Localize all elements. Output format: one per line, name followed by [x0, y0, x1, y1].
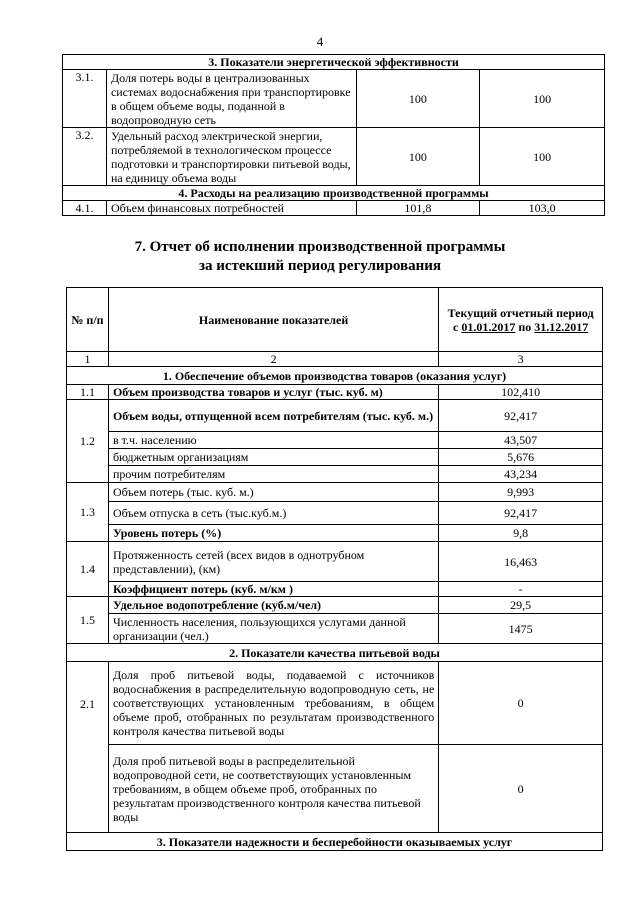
- indicator-name: Уровень потерь (%): [108, 525, 438, 542]
- indicator-name: Объем воды, отпущенной всем потребителям (тыс. куб. м.): [108, 400, 438, 432]
- value-cell: 101,8: [356, 201, 480, 216]
- table-row: [67, 542, 603, 582]
- value-cell: 100: [480, 70, 605, 128]
- table-row: [67, 582, 603, 597]
- row-number: 1.1: [67, 385, 109, 400]
- section-header-row: [67, 367, 603, 385]
- table-row: [63, 70, 605, 128]
- row-number: 3.2.: [63, 128, 107, 186]
- program-report-table: [66, 287, 603, 851]
- value-cell: 43,507: [439, 432, 603, 449]
- header-num: № п/п: [67, 288, 109, 352]
- indicator-name: в т.ч. населению: [108, 432, 438, 449]
- value-cell: 100: [356, 128, 480, 186]
- section-header-row: [67, 644, 603, 662]
- value-cell: 92,417: [439, 502, 603, 525]
- index-cell: 2: [108, 352, 438, 367]
- section-3-title: 3. Показатели надежности и бесперебойности оказываемых услуг: [67, 833, 603, 851]
- indicator-name: Объем финансовых потребностей: [106, 201, 356, 216]
- index-row: [67, 352, 603, 367]
- header-period-line1: Текущий отчетный период: [447, 305, 594, 320]
- table-row: [67, 466, 603, 483]
- page-number: 4: [316, 34, 324, 49]
- row-number: 4.1.: [63, 201, 107, 216]
- table-row: [67, 662, 603, 745]
- value-cell: 0: [439, 745, 603, 833]
- value-cell: 5,676: [439, 449, 603, 466]
- indicator-name: Коэффициент потерь (куб. м/км ): [108, 582, 438, 597]
- value-cell: 100: [356, 70, 480, 128]
- table-row: [67, 525, 603, 542]
- section-3-title: 3. Показатели энергетической эффективности: [63, 55, 605, 70]
- table-row: [67, 483, 603, 502]
- table-row: [67, 449, 603, 466]
- section-header-row: [67, 833, 603, 851]
- value-cell: 29,5: [439, 597, 603, 614]
- section-header-row: [63, 55, 605, 70]
- index-cell: 1: [67, 352, 109, 367]
- value-cell: 16,463: [439, 542, 603, 582]
- indicator-name: прочим потребителям: [108, 466, 438, 483]
- table-row: [67, 502, 603, 525]
- section-header-row: [63, 186, 605, 201]
- header-row: [67, 288, 603, 352]
- value-cell: 100: [480, 128, 605, 186]
- period-mid: по: [515, 319, 535, 334]
- table-row: [67, 597, 603, 614]
- row-number: 1.4: [67, 542, 109, 597]
- row-number: 1.3: [67, 483, 109, 542]
- value-cell: 1475: [439, 614, 603, 644]
- row-number: 2.1: [67, 662, 109, 833]
- indicator-name: Доля проб питьевой воды в распределительной водопроводной сети, не соответствующих установленным требованиям, в общем объеме проб, отобранных по результатам производственного контроля качества питьевой воды: [108, 745, 438, 833]
- indicator-name: Объем отпуска в сеть (тыс.куб.м.): [108, 502, 438, 525]
- section-7-heading: [0, 238, 640, 276]
- period-from: 01.01.2017: [461, 319, 516, 334]
- value-cell: 43,234: [439, 466, 603, 483]
- indicator-name: бюджетным организациям: [108, 449, 438, 466]
- value-cell: 92,417: [439, 400, 603, 432]
- table-row: [67, 745, 603, 833]
- value-cell: 9,993: [439, 483, 603, 502]
- indicator-name: Протяженность сетей (всех видов в однотрубном представлении), (км): [108, 542, 438, 582]
- value-cell: 102,410: [439, 385, 603, 400]
- header-name: Наименование показателей: [108, 288, 438, 352]
- table-row: [67, 432, 603, 449]
- table-row: [67, 385, 603, 400]
- index-cell: 3: [439, 352, 603, 367]
- section-2-title: 2. Показатели качества питьевой воды: [67, 644, 603, 662]
- indicator-name: Доля проб питьевой воды, подаваемой с источников водоснабжения в распределительную водопроводную сеть, не соответствующих установленным требованиям, в общем объеме проб, отобранных по результатам производственного контроля качества питьевой воды: [108, 662, 438, 745]
- header-period-dates: [443, 320, 598, 334]
- value-cell: 103,0: [480, 201, 605, 216]
- heading-line-2: за истекший период регулирования: [198, 258, 442, 274]
- indicator-name: Объем производства товаров и услуг (тыс. куб. м): [108, 385, 438, 400]
- section-1-title: 1. Обеспечение объемов производства товаров (оказания услуг): [67, 367, 603, 385]
- row-number: 1.5: [67, 597, 109, 644]
- indicator-name: Численность населения, пользующихся услугами данной организации (чел.): [108, 614, 438, 644]
- row-number: 1.2: [67, 400, 109, 483]
- indicator-name: Удельный расход электрической энергии, потребляемой в технологическом процессе подготовки и транспортировки питьевой воды, на единицу объема воды: [106, 128, 356, 186]
- table-row: [63, 128, 605, 186]
- row-number: 3.1.: [63, 70, 107, 128]
- header-period: [439, 288, 603, 352]
- indicator-name: Удельное водопотребление (куб.м/чел): [108, 597, 438, 614]
- energy-efficiency-table: [62, 54, 605, 216]
- section-4-title: 4. Расходы на реализацию производственной программы: [63, 186, 605, 201]
- table-row: [67, 614, 603, 644]
- table-row: [67, 400, 603, 432]
- table-row: [63, 201, 605, 216]
- value-cell: 9,8: [439, 525, 603, 542]
- indicator-name: Доля потерь воды в централизованных системах водоснабжения при транспортировке в общем объеме воды, поданной в водопроводную сеть: [106, 70, 356, 128]
- period-to: 31.12.2017: [534, 319, 589, 334]
- period-prefix: с: [453, 319, 462, 334]
- value-cell: 0: [439, 662, 603, 745]
- value-cell: -: [439, 582, 603, 597]
- indicator-name: Объем потерь (тыс. куб. м.): [108, 483, 438, 502]
- heading-line-1: 7. Отчет об исполнении производственной программы: [134, 239, 506, 255]
